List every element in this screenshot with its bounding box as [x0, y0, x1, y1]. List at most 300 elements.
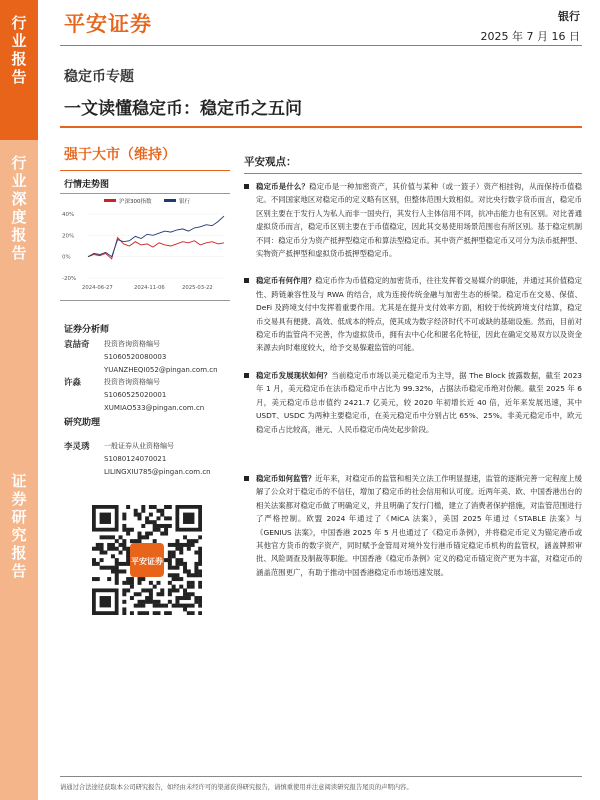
side-tab-char: 券 [11, 490, 27, 508]
qr-module [149, 600, 153, 604]
qr-module [103, 566, 107, 570]
qr-finder-core [183, 513, 194, 524]
qr-module [179, 558, 183, 562]
qr-module [198, 562, 202, 566]
qr-module [126, 532, 130, 536]
qr-module [175, 558, 179, 562]
qr-module [107, 547, 111, 551]
title-divider [60, 126, 582, 128]
qr-module [168, 558, 172, 562]
qr-module [138, 577, 142, 581]
qr-module [149, 532, 153, 536]
qr-module [122, 516, 126, 520]
qr-module [164, 611, 168, 615]
qr-module [153, 505, 157, 509]
qr-module [122, 581, 126, 585]
qr-module [187, 539, 191, 543]
qr-module [141, 505, 145, 509]
qr-code-image[interactable] [92, 505, 202, 615]
qr-module [149, 505, 153, 509]
qr-module [175, 604, 179, 608]
x-tick-label: 2025-03-22 [182, 285, 213, 291]
qr-module [160, 513, 164, 517]
qr-module [153, 611, 157, 615]
qr-module [194, 596, 198, 600]
side-tab-char: 行 [11, 154, 27, 172]
qr-module [168, 611, 172, 615]
side-tab-char: 究 [11, 526, 27, 544]
qr-module [122, 562, 126, 566]
qr-module [107, 535, 111, 539]
qr-module [92, 558, 96, 562]
qr-module [145, 535, 149, 539]
qr-module [172, 577, 176, 581]
qr-module [191, 543, 195, 547]
qr-module [115, 547, 119, 551]
qr-module [198, 585, 202, 589]
qr-module [130, 539, 134, 543]
view-lead: 稳定币有何作用？ [256, 276, 316, 286]
qr-module [156, 509, 160, 513]
qr-module [198, 600, 202, 604]
qr-module [187, 592, 191, 596]
qr-module [130, 611, 134, 615]
qr-module [122, 607, 126, 611]
qr-module [145, 588, 149, 592]
qr-module [141, 611, 145, 615]
report-date: 2025 年 7 月 16 日 [480, 30, 580, 43]
qr-module [115, 573, 119, 577]
qr-module [175, 543, 179, 547]
qr-module [156, 611, 160, 615]
qr-module [160, 592, 164, 596]
qr-module [187, 585, 191, 589]
side-tab-char: 研 [11, 508, 27, 526]
qr-module [111, 535, 115, 539]
qr-module [187, 547, 191, 551]
qr-module [198, 573, 202, 577]
side-tab-securities-research-report [0, 412, 38, 800]
footer-disclaimer: 请通过合法途径获取本公司研究报告，如经由未经许可的渠道获得研究报告，请慎重使用并注意阅读研究报告尾页的声明内容。 [60, 784, 413, 791]
qr-module [179, 547, 183, 551]
qr-module [126, 562, 130, 566]
qr-module [198, 611, 202, 615]
qr-module [198, 581, 202, 585]
assistant-heading: 研究助理 [64, 418, 101, 428]
qr-module [126, 505, 130, 509]
x-tick-label: 2024-06-27 [82, 285, 113, 291]
qr-module [100, 566, 104, 570]
qr-module [115, 581, 119, 585]
qr-module [179, 562, 183, 566]
qr-module [160, 524, 164, 528]
qr-finder-core [100, 513, 111, 524]
qr-module [175, 573, 179, 577]
qr-module [168, 524, 172, 528]
qr-module [164, 524, 168, 528]
qr-module [183, 588, 187, 592]
qr-module [168, 592, 172, 596]
qr-module [141, 577, 145, 581]
qr-module [198, 596, 202, 600]
view-paragraph [244, 369, 582, 436]
qr-module [156, 528, 160, 532]
qr-module [168, 505, 172, 509]
qr-module [175, 539, 179, 543]
qr-module [126, 547, 130, 551]
report-title: 一文读懂稳定币：稳定币之五问 [64, 99, 302, 119]
view-text: 当前稳定币市场以美元稳定币为主导，据 The Block 披露数据，截至 2023 年 1 月，美元稳定币在法币稳定币中占比为 99.32%，占据法币稳定币绝对份额。截至 2025 年 6 月，美元稳定币总市值约 2421.7 亿美元，较 2020 年初增长近 40 倍，近年来发展迅速，其中 USDT、USDC 为两种主要稳定币，在美元稳定币中分别占比 65%、25%。非美元稳定币中，欧元稳定币占比较高，港元、人民币稳定币尚处起步阶段。 [256, 370, 582, 434]
qr-module [138, 532, 142, 536]
qr-module [183, 604, 187, 608]
qr-module [119, 562, 123, 566]
qr-module [145, 596, 149, 600]
qr-module [96, 562, 100, 566]
y-tick-label: -20% [62, 276, 77, 282]
qr-module [187, 581, 191, 585]
legend-label: 银行 [179, 199, 191, 205]
qr-module [134, 592, 138, 596]
qr-module [141, 600, 145, 604]
y-tick-label: 0% [62, 254, 71, 261]
qr-module [122, 600, 126, 604]
qr-module [153, 528, 157, 532]
qr-module [134, 513, 138, 517]
qr-module [126, 577, 130, 581]
chart-divider [60, 300, 230, 301]
qr-module [187, 611, 191, 615]
footer-divider [60, 776, 582, 777]
side-tab-industry-depth-report [0, 140, 38, 412]
qr-module [172, 604, 176, 608]
qr-module [183, 562, 187, 566]
side-tab-char: 报 [11, 50, 27, 68]
qr-module [168, 554, 172, 558]
bullet-icon [244, 373, 249, 378]
views-divider [244, 173, 582, 174]
views-heading: 平安观点： [244, 156, 297, 168]
qr-module [183, 535, 187, 539]
qr-module [122, 528, 126, 532]
report-topic: 稳定币专题 [64, 69, 134, 85]
qr-module [149, 513, 153, 517]
qr-module [168, 566, 172, 570]
assistant-name: 李灵琇 [64, 442, 90, 452]
legend-swatch [104, 199, 116, 202]
qr-module [198, 535, 202, 539]
series-line [88, 216, 224, 257]
qr-module [172, 566, 176, 570]
qr-module [126, 551, 130, 555]
analyst-cert-number: S1060525020001 [104, 391, 167, 399]
qr-module [153, 604, 157, 608]
view-text: 稳定币是一种加密资产，其价值与某种（或一篮子）资产相挂钩，从而保持币值稳定。不同国家地区对稳定币的定义略有区别，但整体范围大致相似。对比央行数字货币而言，稳定币区别主要在于发行人为私人而非一国央行，其发行人主体信用不同，抗冲击能力也有区别。对比普通虚拟货币而言，稳定币区别主要在于币值稳定，因此其交易使用场景范围也有所区别。基于稳定机制不同：稳定币分为资产抵押型稳定币和算法型稳定币。其中资产抵押型稳定币又可分为法币抵押型、实物资产抵押型和虚拟货币抵押型稳定币。 [256, 182, 582, 259]
qr-module [183, 566, 187, 570]
qr-module [119, 535, 123, 539]
qr-module [100, 558, 104, 562]
qr-module [115, 569, 119, 573]
qr-module [175, 562, 179, 566]
side-tab-char: 度 [11, 208, 27, 226]
qr-module [92, 577, 96, 581]
qr-module [198, 569, 202, 573]
qr-module [187, 604, 191, 608]
y-tick-label: 20% [62, 233, 75, 240]
qr-module [164, 505, 168, 509]
qr-module [168, 600, 172, 604]
qr-module [141, 588, 145, 592]
qr-module [156, 524, 160, 528]
qr-module [194, 539, 198, 543]
qr-module [179, 551, 183, 555]
qr-module [115, 558, 119, 562]
qr-module [191, 573, 195, 577]
side-tab-char: 告 [11, 68, 27, 86]
qr-module [156, 581, 160, 585]
rating-divider [60, 170, 230, 171]
qr-module [141, 604, 145, 608]
qr-module [96, 543, 100, 547]
qr-module [164, 528, 168, 532]
qr-module [191, 539, 195, 543]
qr-module [115, 539, 119, 543]
qr-module [172, 543, 176, 547]
qr-module [149, 592, 153, 596]
qr-module [149, 596, 153, 600]
qr-module [134, 539, 138, 543]
y-tick-label: 40% [62, 212, 75, 218]
qr-module [175, 588, 179, 592]
qr-module [111, 569, 115, 573]
qr-module [107, 543, 111, 547]
qr-module [175, 600, 179, 604]
qr-module [122, 543, 126, 547]
qr-module [122, 524, 126, 528]
qr-module [153, 524, 157, 528]
bullet-icon [244, 184, 249, 189]
qr-module [153, 520, 157, 524]
qr-module [164, 516, 168, 520]
qr-module [194, 573, 198, 577]
qr-module [194, 551, 198, 555]
assistant-cert-label: 一般证券从业资格编号 [104, 442, 174, 450]
qr-module [130, 581, 134, 585]
qr-module [122, 513, 126, 517]
qr-module [100, 543, 104, 547]
qr-module [191, 611, 195, 615]
qr-module [119, 551, 123, 555]
qr-module [183, 592, 187, 596]
views-section [244, 154, 582, 579]
view-paragraph [244, 472, 582, 579]
qr-module [96, 577, 100, 581]
qr-module [145, 520, 149, 524]
trend-chart [60, 194, 230, 294]
analysts-heading: 证券分析师 [64, 325, 110, 335]
qr-module [107, 577, 111, 581]
qr-module [175, 547, 179, 551]
qr-module [107, 566, 111, 570]
qr-module [134, 604, 138, 608]
qr-module [168, 588, 172, 592]
qr-module [92, 562, 96, 566]
qr-module [191, 581, 195, 585]
qr-center-label: 平安证券 [131, 557, 163, 566]
analyst-cert-label: 投资咨询资格编号 [104, 378, 160, 386]
qr-module [164, 558, 168, 562]
analyst-email[interactable]: XUMIAO533@pingan.com.cn [104, 404, 205, 412]
qr-module [122, 539, 126, 543]
bullet-icon [244, 278, 249, 283]
qr-module [156, 516, 160, 520]
qr-module [187, 573, 191, 577]
side-tab-char: 业 [11, 172, 27, 190]
qr-module [168, 573, 172, 577]
qr-finder-core [100, 596, 111, 607]
analyst-name: 袁喆奇 [64, 340, 90, 350]
qr-module [126, 581, 130, 585]
qr-module [183, 569, 187, 573]
company-logo: 平安证券 [64, 12, 152, 36]
legend-swatch [164, 199, 176, 202]
qr-module [115, 566, 119, 570]
qr-module [198, 551, 202, 555]
qr-module [164, 532, 168, 536]
qr-module [130, 585, 134, 589]
qr-module [145, 532, 149, 536]
qr-module [115, 562, 119, 566]
assistant-email[interactable]: LILINGXIU785@pingan.com.cn [104, 468, 211, 476]
qr-module [138, 539, 142, 543]
qr-module [138, 592, 142, 596]
qr-module [179, 604, 183, 608]
qr-module [194, 600, 198, 604]
left-column [60, 144, 230, 194]
qr-module [194, 566, 198, 570]
qr-module [187, 543, 191, 547]
view-text: 稳定币作为币值稳定的加密货币，往往发挥着交易媒介的职能，并通过其价值稳定性、跨链兼容性及与 RWA 的结合，成为连接传统金融与加密生态的桥梁。稳定币在交易、保值、DeFi 及跨境支付中发挥着重要作用。尤其是在提升支付效率方面，相较于传统跨境支付结算，稳定币交易具有便捷、高效、低成本的特点，使其成为数字经济时代不可或缺的基础设施。然而，目前对稳定币的监管尚不完善，作为虚拟货币，拥有去中心化和匿名化特征，因此在确定交易双方以及资金来源去向时难度较大，给予交易躲避监管的可能。 [256, 276, 582, 353]
side-tab-char: 告 [11, 244, 27, 262]
side-tab-char: 证 [11, 472, 27, 490]
x-tick-label: 2024-11-06 [134, 285, 165, 291]
qr-module [130, 596, 134, 600]
view-text: 近年来，对稳定币的监管和相关立法工作明显提速，监管的逐渐完善一定程度上缓解了公众对于稳定币的不信任，增加了稳定币的社会信用和认可度。近两年美、欧、中国香港出台的相关法案都对稳定币做了明确定义，并且明确了发行门槛，建立了消费者保护措施，对监管范围进行了严格控制。欧盟 2024 年通过了《MiCA 法案》，美国 2025 年通过《STABLE 法案》与《GENIUS 法案》，中国香港 2025 年 5 月也通过了《稳定币条例》，并将稳定币定义为锚定港币或其他官方货币的数字资产，同时赋予金管局对境外发行港币锚定稳定币机构的监管权，涵盖牌照审批、风险调查及制裁等职能。中国香港《稳定币条例》定义的稳定币锚定资产更为丰富，对稳定币的涵盖范围更广，有助于推动中国香港稳定币市场迅速发展。 [256, 473, 582, 577]
side-tab-industry-report [0, 0, 38, 140]
sector-label: 银行 [558, 10, 580, 23]
qr-module [153, 539, 157, 543]
qr-module [130, 577, 134, 581]
qr-module [172, 551, 176, 555]
qr-module [168, 581, 172, 585]
qr-module [175, 566, 179, 570]
assistant-cert-number: S1080124070021 [104, 455, 167, 463]
qr-module [191, 585, 195, 589]
qr-module [160, 509, 164, 513]
qr-module [149, 581, 153, 585]
qr-module [103, 551, 107, 555]
qr-module [141, 535, 145, 539]
qr-module [160, 604, 164, 608]
qr-module [179, 596, 183, 600]
view-paragraph [244, 180, 582, 260]
qr-module [111, 566, 115, 570]
qr-module [122, 588, 126, 592]
qr-module [96, 547, 100, 551]
analyst-cert-number: S1060520080003 [104, 353, 167, 361]
side-tab-char: 业 [11, 32, 27, 50]
analyst-cert-label: 投资咨询资格编号 [104, 340, 160, 348]
analyst-name: 许淼 [64, 378, 82, 388]
qr-module [138, 611, 142, 615]
qr-module [103, 535, 107, 539]
qr-module [183, 607, 187, 611]
qr-module [164, 604, 168, 608]
analyst-email[interactable]: YUANZHEQI052@pingan.com.cn [104, 366, 218, 374]
side-tab-char: 告 [11, 562, 27, 580]
side-tab-char: 报 [11, 226, 27, 244]
bullet-icon [244, 476, 249, 481]
legend-label: 沪深300指数 [119, 199, 152, 205]
qr-module [111, 554, 115, 558]
qr-module [122, 611, 126, 615]
qr-module [198, 604, 202, 608]
qr-module [141, 524, 145, 528]
qr-module [191, 592, 195, 596]
qr-module [153, 600, 157, 604]
qr-module [156, 592, 160, 596]
qr-module [126, 554, 130, 558]
qr-module [149, 520, 153, 524]
qr-module [168, 516, 172, 520]
qr-module [119, 569, 123, 573]
qr-module [115, 577, 119, 581]
qr-module [111, 547, 115, 551]
qr-module [168, 562, 172, 566]
qr-module [198, 547, 202, 551]
qr-module [160, 588, 164, 592]
qr-module [141, 509, 145, 513]
view-paragraph [244, 274, 582, 354]
qr-module [168, 551, 172, 555]
qr-module [100, 547, 104, 551]
view-lead: 稳定币如何监管？ [256, 473, 316, 483]
qr-module [134, 509, 138, 513]
qr-module [179, 577, 183, 581]
qr-module [122, 592, 126, 596]
qr-module [175, 596, 179, 600]
qr-module [198, 558, 202, 562]
qr-module [187, 569, 191, 573]
side-tab-char: 报 [11, 544, 27, 562]
rating-label: 强于大市（维持） [64, 147, 176, 163]
qr-module [191, 604, 195, 608]
qr-module [183, 543, 187, 547]
qr-module [153, 585, 157, 589]
view-lead: 稳定币发展现状如何？ [256, 370, 332, 380]
qr-module [138, 513, 142, 517]
qr-module [111, 543, 115, 547]
qr-module [122, 547, 126, 551]
qr-module [156, 600, 160, 604]
qr-module [160, 532, 164, 536]
qr-module [145, 611, 149, 615]
qr-module [187, 596, 191, 600]
qr-module [138, 535, 142, 539]
qr-module [119, 543, 123, 547]
qr-module [179, 543, 183, 547]
qr-module [172, 573, 176, 577]
qr-module [138, 516, 142, 520]
